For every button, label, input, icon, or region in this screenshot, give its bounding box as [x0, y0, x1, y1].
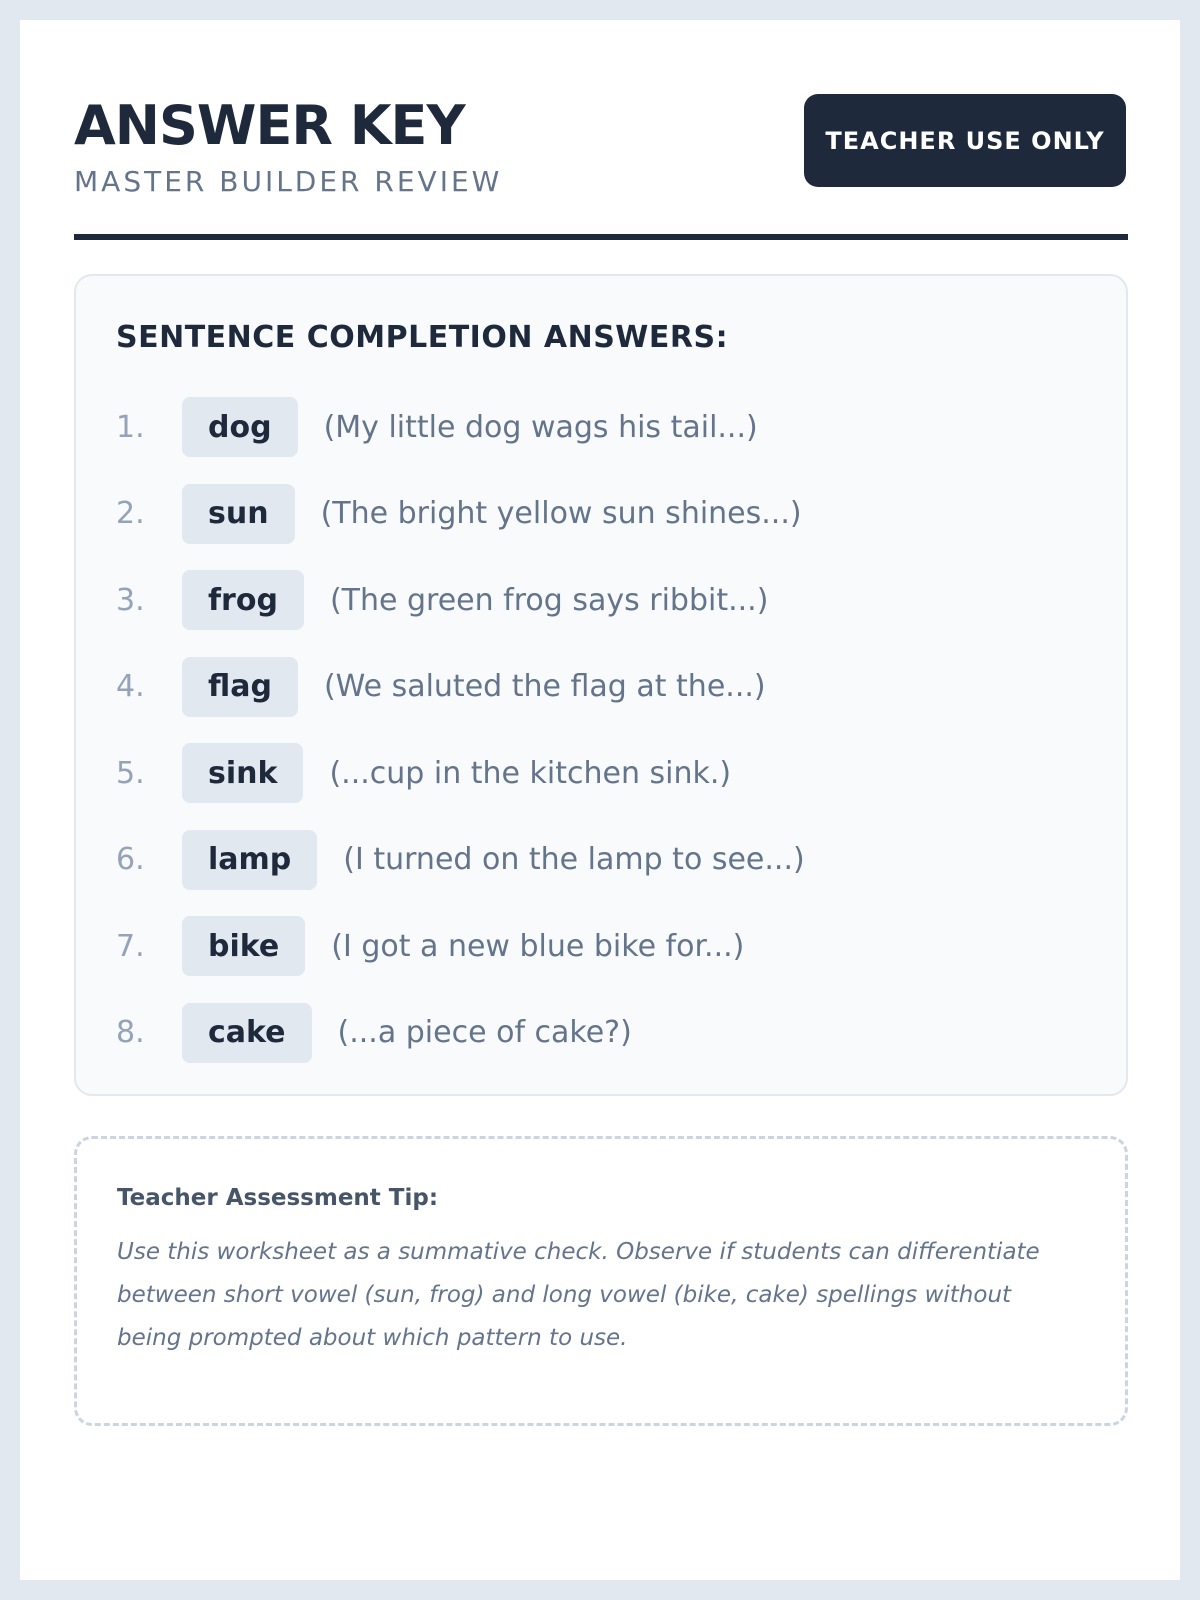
teacher-assessment-tip-card [74, 1136, 1128, 1426]
answers-heading: SENTENCE COMPLETION ANSWERS: [116, 320, 729, 355]
answer-row [116, 471, 1076, 558]
answer-word-chip: sink [182, 743, 303, 803]
answer-number: 8. [116, 1015, 145, 1051]
answer-row [116, 384, 1076, 471]
page-subtitle: MASTER BUILDER REVIEW [74, 165, 503, 198]
answer-context: (The bright yellow sun shines...) [320, 496, 802, 532]
answer-word-chip: sun [182, 484, 295, 544]
answer-context: (The green frog says ribbit...) [329, 582, 769, 618]
answer-context: (My little dog wags his tail...) [323, 409, 758, 445]
answer-number: 7. [116, 928, 145, 964]
answer-number: 1. [116, 409, 145, 445]
teacher-use-only-badge: TEACHER USE ONLY [804, 94, 1126, 187]
answer-word-chip: lamp [182, 830, 317, 890]
answer-word-chip: frog [182, 570, 304, 630]
answer-row [116, 644, 1076, 731]
answer-context: (...a piece of cake?) [337, 1015, 632, 1051]
tip-title: Teacher Assessment Tip: [117, 1185, 439, 1211]
answer-number: 3. [116, 582, 145, 618]
answer-row [116, 990, 1076, 1077]
answer-row [116, 557, 1076, 644]
answer-word-chip: dog [182, 397, 298, 457]
answer-context: (...cup in the kitchen sink.) [329, 755, 732, 791]
sentence-completion-answers-card [74, 274, 1128, 1096]
answer-number: 6. [116, 842, 145, 878]
answer-key-page [20, 20, 1180, 1580]
page-header [74, 72, 1126, 240]
answer-context: (We saluted the flag at the...) [323, 669, 766, 705]
page-title: ANSWER KEY [74, 94, 465, 157]
answer-word-chip: cake [182, 1003, 312, 1063]
header-divider [74, 234, 1128, 240]
answer-word-chip: bike [182, 916, 305, 976]
answer-number: 4. [116, 669, 145, 705]
answer-context: (I turned on the lamp to see...) [343, 842, 805, 878]
answer-number: 5. [116, 755, 145, 791]
answer-context: (I got a new blue bike for...) [331, 928, 745, 964]
answer-row [116, 903, 1076, 990]
answer-number: 2. [116, 496, 145, 532]
tip-body: Use this worksheet as a summative check. Observe if students can differentiate between short vowel (sun, frog) and long vowel (bike, cake) spellings without being prompted about which pattern to use. [117, 1239, 1040, 1351]
answer-row [116, 817, 1076, 904]
answer-row [116, 730, 1076, 817]
answers-list [116, 384, 1076, 1076]
answer-word-chip: flag [182, 657, 298, 717]
